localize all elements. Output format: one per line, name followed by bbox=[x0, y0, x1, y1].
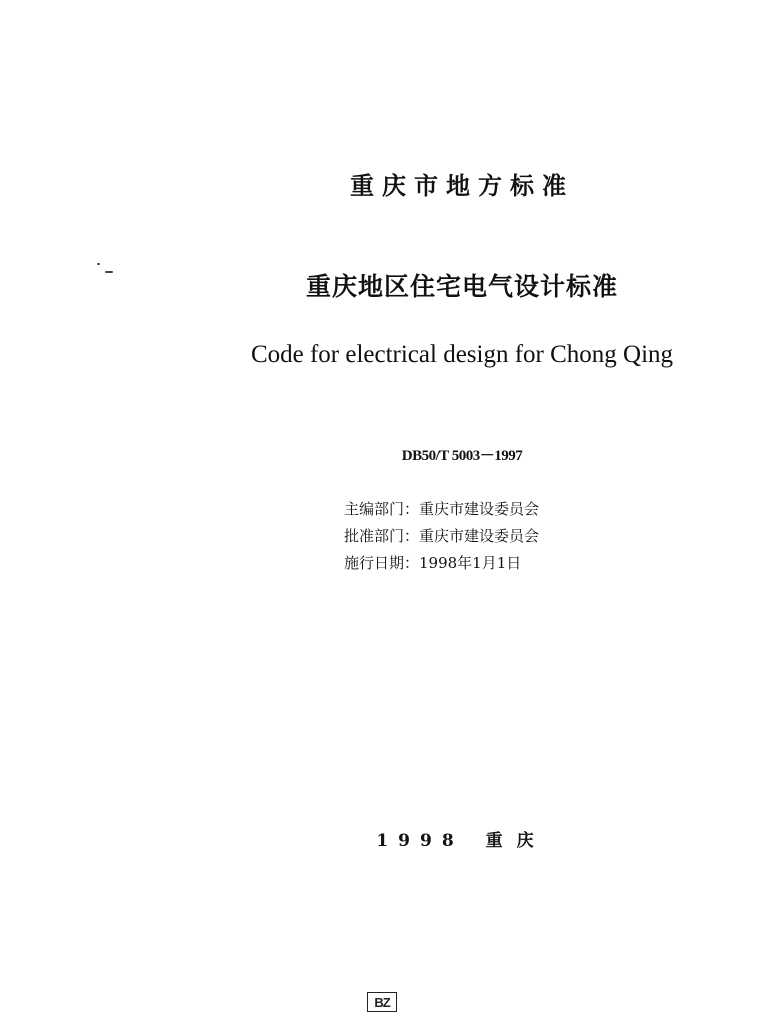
footer-city: 重庆 bbox=[485, 831, 548, 851]
footer-year: 1998 bbox=[376, 831, 464, 851]
approval-department: 批准部门：重庆市建设委员会 bbox=[344, 527, 540, 545]
publisher-logo: BZ bbox=[367, 992, 397, 1012]
standard-number: DB50/T 5003－1997 bbox=[401, 448, 523, 464]
editor-department: 主编部门：重庆市建设委员会 bbox=[344, 500, 540, 518]
scan-mark bbox=[97, 263, 100, 265]
footer bbox=[0, 826, 770, 851]
series-title: 重庆市地方标准 bbox=[350, 172, 574, 200]
main-title: 重庆地区住宅电气设计标准 bbox=[305, 272, 618, 301]
publication-info bbox=[344, 496, 539, 577]
english-title: Code for electrical design for Chong Qing bbox=[250, 341, 674, 368]
effective-date: 施行日期：1998年1月1日 bbox=[344, 554, 522, 572]
